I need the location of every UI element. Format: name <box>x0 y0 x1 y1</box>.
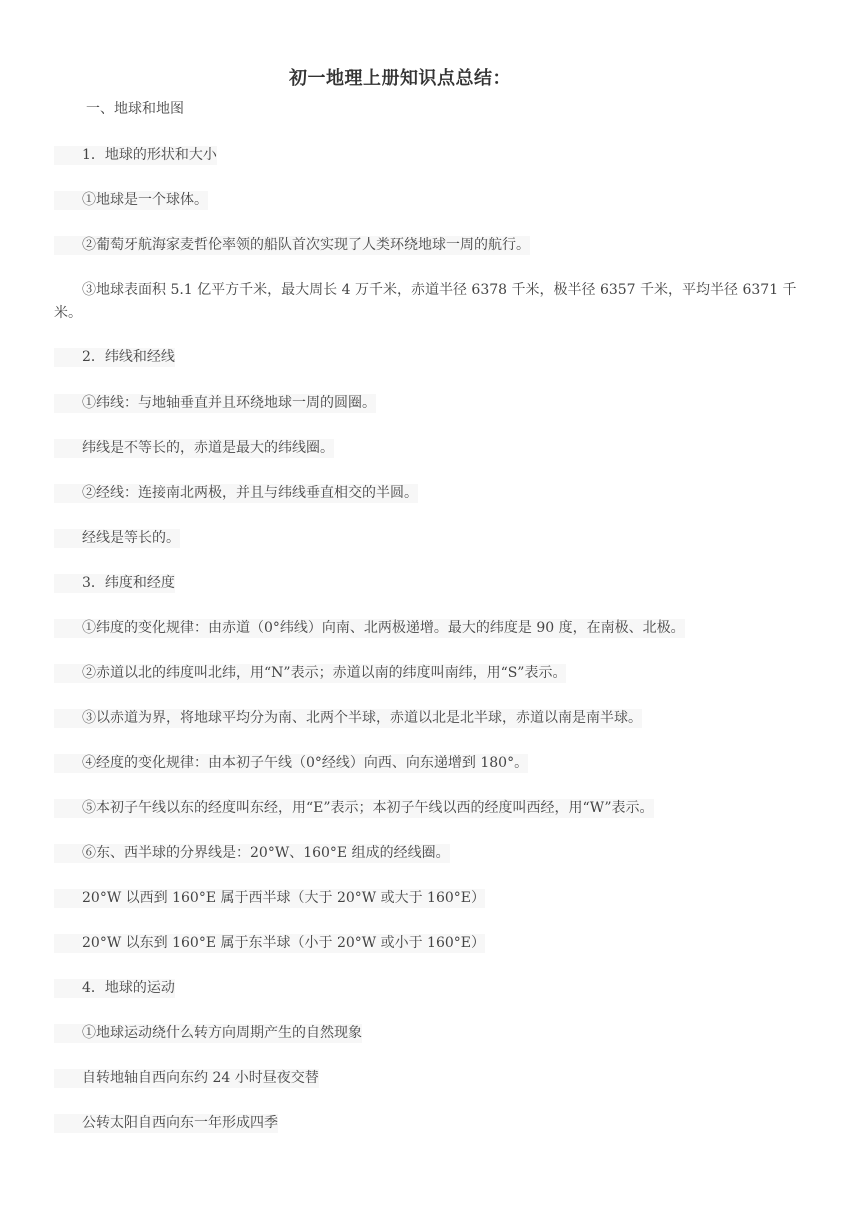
paragraph-text: 1．地球的形状和大小 <box>82 147 217 163</box>
paragraph-text: ②赤道以北的纬度叫北纬，用“N”表示；赤道以南的纬度叫南纬，用“S”表示。 <box>82 665 567 681</box>
paragraph <box>54 482 814 505</box>
paragraph-text: ②葡萄牙航海家麦哲伦率领的船队首次实现了人类环绕地球一周的航行。 <box>82 237 530 253</box>
paragraph-text: ①纬度的变化规律：由赤道（0°纬线）向南、北两极递增。最大的纬度是 90 度，在南极、北极。 <box>82 620 685 636</box>
section-heading <box>86 98 846 121</box>
subsection-heading <box>54 346 814 369</box>
paragraph <box>54 932 814 955</box>
subsection-heading <box>54 977 814 1000</box>
paragraph <box>54 662 814 685</box>
paragraph-text: ③地球表面积 5.1 亿平方千米，最大周长 4 万千米，赤道半径 6378 千米，极半径 6357 千米，平均半径 6371 千米。 <box>54 282 797 321</box>
paragraph <box>54 234 814 257</box>
paragraph <box>54 842 814 865</box>
paragraph <box>54 279 814 325</box>
paragraph-text: 一、地球和地图 <box>86 101 184 117</box>
paragraph-text: 20°W 以东到 160°E 属于东半球（小于 20°W 或小于 160°E） <box>82 935 485 951</box>
paragraph-text: 3．纬度和经度 <box>82 575 175 591</box>
paragraph-text: 自转地轴自西向东约 24 小时昼夜交替 <box>82 1070 319 1086</box>
paragraph-text: ⑥东、西半球的分界线是：20°W、160°E 组成的经线圈。 <box>82 845 450 861</box>
paragraph <box>54 1112 814 1135</box>
paragraph-text: 公转太阳自西向东一年形成四季 <box>82 1115 278 1131</box>
paragraph-text: 20°W 以西到 160°E 属于西半球（大于 20°W 或大于 160°E） <box>82 890 485 906</box>
paragraph-text: 经线是等长的。 <box>82 530 180 546</box>
paragraph-text: 4．地球的运动 <box>82 980 175 996</box>
paragraph-text: 纬线是不等长的，赤道是最大的纬线圈。 <box>82 440 334 456</box>
paragraph <box>54 887 814 910</box>
paragraph-text: ②经线：连接南北两极，并且与纬线垂直相交的半圆。 <box>82 485 418 501</box>
paragraph-text: 2．纬线和经线 <box>82 349 175 365</box>
paragraph <box>54 617 814 640</box>
subsection-heading <box>54 572 814 595</box>
paragraph <box>54 707 814 730</box>
paragraph-text: ①地球是一个球体。 <box>82 192 208 208</box>
paragraph-text: ①纬线：与地轴垂直并且环绕地球一周的圆圈。 <box>82 395 376 411</box>
paragraph-text: ①地球运动绕什么转方向周期产生的自然现象 <box>82 1025 362 1041</box>
paragraph <box>54 527 814 550</box>
paragraph-text: ⑤本初子午线以东的经度叫东经，用“E”表示；本初子午线以西的经度叫西经，用“W”表示。 <box>82 800 654 816</box>
paragraph <box>54 1067 814 1090</box>
document-title: 初一地理上册知识点总结： <box>289 68 511 89</box>
paragraph <box>54 437 814 460</box>
subsection-heading <box>54 144 814 167</box>
paragraph <box>54 752 814 775</box>
paragraph <box>54 797 814 820</box>
paragraph-text: ③以赤道为界，将地球平均分为南、北两个半球，赤道以北是北半球，赤道以南是南半球。 <box>82 710 642 726</box>
paragraph <box>54 189 814 212</box>
paragraph <box>54 392 814 415</box>
paragraph-text: ④经度的变化规律：由本初子午线（0°经线）向西、向东递增到 180°。 <box>82 755 529 771</box>
paragraph <box>54 1022 814 1045</box>
